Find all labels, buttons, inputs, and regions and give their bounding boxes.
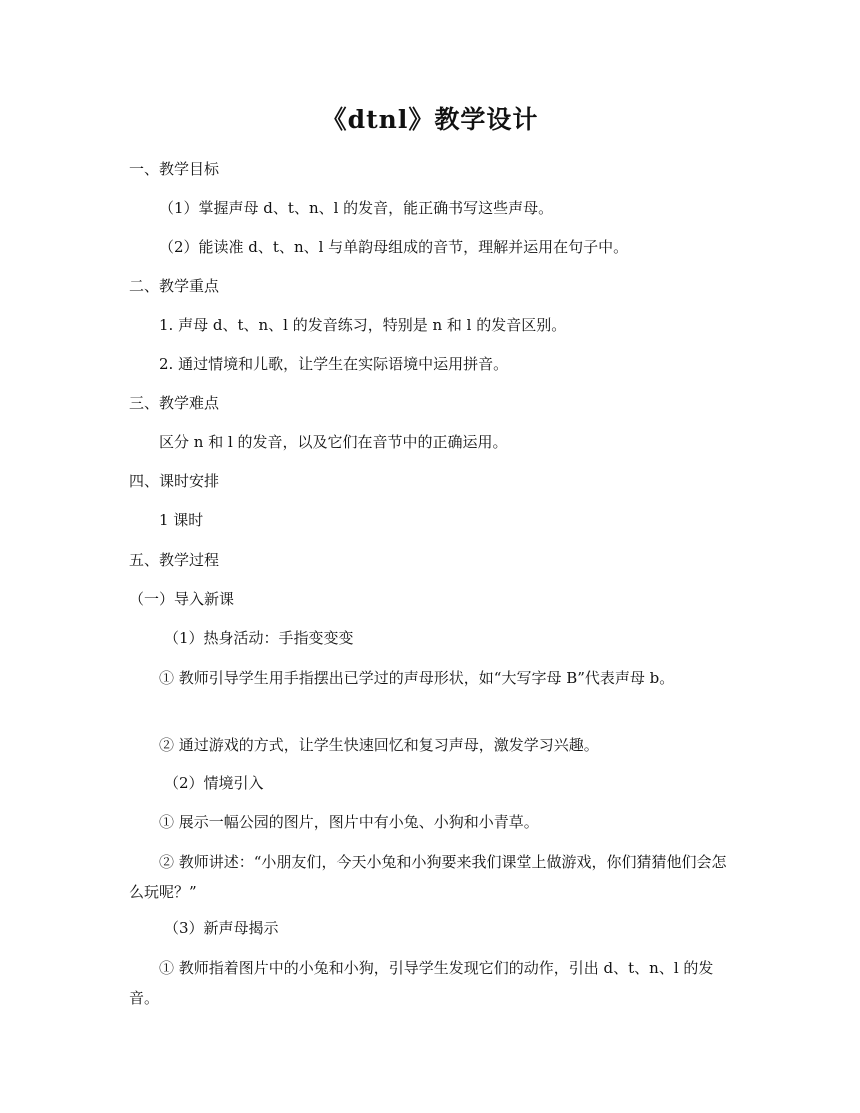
- scene-title: （2）情境引入: [164, 774, 264, 792]
- key-point-item-1: 1. 声母 d、t、n、l 的发音练习，特别是 n 和 l 的发音区别。: [159, 316, 567, 334]
- key-point-item-2: 2. 通过情境和儿歌，让学生在实际语境中运用拼音。: [159, 355, 509, 373]
- scene-step-1: ① 展示一幅公园的图片，图片中有小兔、小狗和小青草。: [159, 813, 539, 831]
- objective-item-2: （2）能读准 d、t、n、l 与单韵母组成的音节，理解并运用在句子中。: [159, 238, 629, 256]
- section-heading-schedule: 四、课时安排: [129, 472, 220, 490]
- scene-step-2: ② 教师讲述：“小朋友们，今天小兔和小狗要来我们课堂上做游戏，你们猜猜他们会怎么玩呢？”: [129, 853, 727, 901]
- section-heading-difficulties: 三、教学难点: [129, 394, 220, 412]
- section-heading-objectives: 一、教学目标: [129, 160, 220, 178]
- reveal-step-1: ① 教师指着图片中的小兔和小狗，引导学生发现它们的动作，引出 d、t、n、l 的发音。: [129, 959, 714, 1007]
- warmup-step-1: ① 教师引导学生用手指摆出已学过的声母形状，如“大写字母 B”代表声母 b。: [159, 669, 675, 687]
- subsection-intro: （一）导入新课: [129, 590, 235, 608]
- warmup-title: （1）热身活动：手指变变变: [164, 629, 354, 647]
- schedule-text: 1 课时: [159, 511, 204, 529]
- reveal-title: （3）新声母揭示: [164, 919, 279, 937]
- difficulty-text: 区分 n 和 l 的发音，以及它们在音节中的正确运用。: [159, 433, 508, 451]
- section-heading-process: 五、教学过程: [129, 551, 220, 569]
- section-heading-key-points: 二、教学重点: [129, 277, 220, 295]
- objective-item-1: （1）掌握声母 d、t、n、l 的发音，能正确书写这些声母。: [159, 199, 554, 217]
- warmup-step-2: ② 通过游戏的方式，让学生快速回忆和复习声母，激发学习兴趣。: [159, 736, 599, 754]
- document-title: 《dtnl》教学设计: [321, 105, 539, 134]
